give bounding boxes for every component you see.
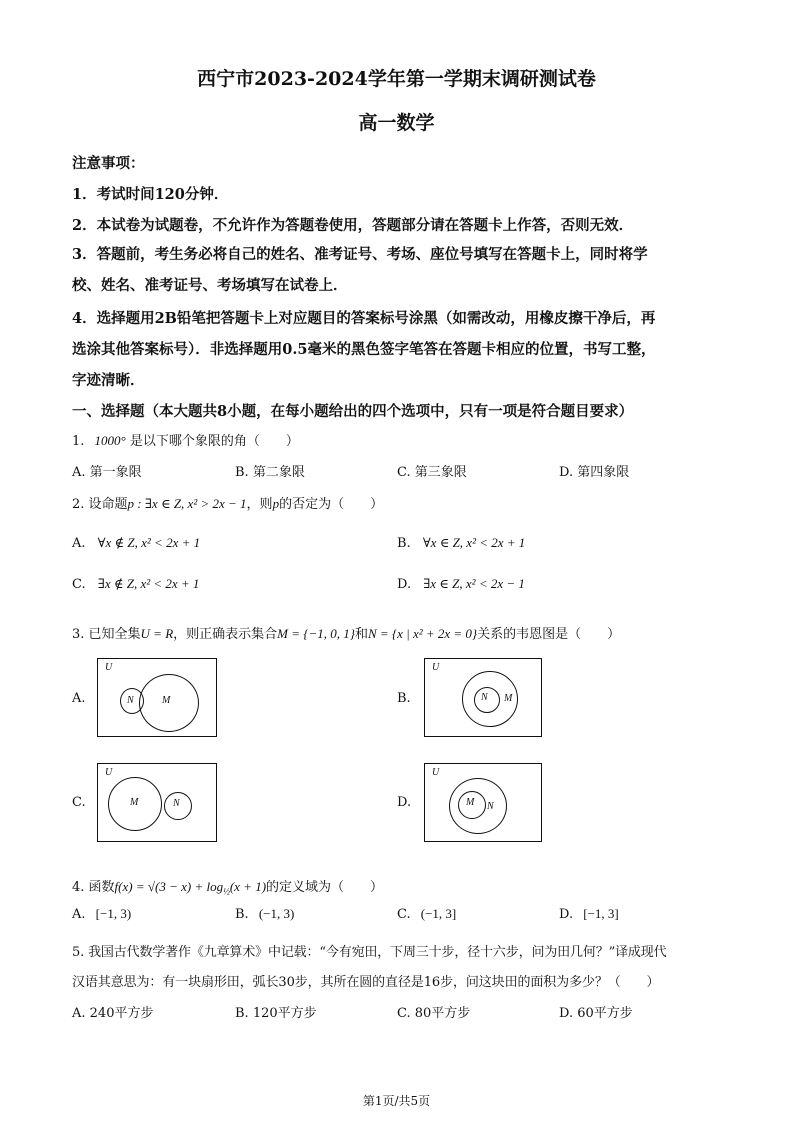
q4-text-2: 的定义域为（ ）	[266, 880, 384, 895]
q4-option-d-math: [−1, 3]	[583, 906, 619, 921]
venn-u-label: U	[105, 662, 113, 673]
q4-option-a-math: [−1, 3)	[95, 906, 132, 921]
q2-text-1: 2. 设命题	[72, 497, 128, 512]
q1-expression: 1000°	[94, 433, 126, 448]
venn-m-label: M	[466, 797, 475, 808]
exam-subtitle: 高一数学	[358, 112, 435, 134]
q4-function: f(x) = √(3 − x) + log	[114, 879, 224, 894]
venn-m-label: M	[130, 797, 139, 808]
q3-text-4: 关系的韦恩图是（ ）	[477, 627, 621, 642]
note-4-line-3: 字迹清晰．	[72, 372, 145, 389]
q5-option-c[interactable]: C. 80平方步	[397, 1006, 471, 1021]
q4-option-d[interactable]	[559, 906, 619, 922]
q4-text-1: 4. 函数	[72, 880, 115, 895]
q1-text: 是以下哪个象限的角（ ）	[129, 434, 299, 449]
q3-universal-set: U = R	[140, 626, 174, 641]
q1-option-c[interactable]: C. 第三象限	[397, 465, 467, 480]
q5-option-a[interactable]: A. 240平方步	[72, 1006, 154, 1021]
q3-option-a-label[interactable]: A.	[72, 691, 86, 706]
question-3	[72, 623, 620, 642]
q3-option-c-label[interactable]: C.	[72, 795, 86, 810]
q4-option-c-math: (−1, 3]	[420, 906, 457, 921]
q2-p: p	[272, 496, 280, 511]
q4-option-b-math: (−1, 3)	[258, 906, 295, 921]
notes-heading: 注意事项：	[72, 155, 145, 172]
note-4-line-2: 选涂其他答案标号）．非选择题用0.5毫米的黑色签字笔答在答题卡相应的位置，书写工整，	[72, 341, 656, 358]
venn-n-label: N	[487, 801, 494, 812]
question-1	[72, 430, 299, 449]
q3-option-d-venn[interactable]	[424, 763, 542, 842]
note-1: 1．考试时间120分钟．	[72, 186, 229, 203]
q5-option-b[interactable]: B. 120平方步	[235, 1006, 317, 1021]
q4-log-argument: (x + 1)	[229, 879, 267, 894]
q3-option-b-label[interactable]: B.	[397, 691, 411, 706]
q3-option-d-label[interactable]: D.	[397, 795, 412, 810]
q4-option-a-label: A.	[72, 907, 86, 922]
q3-option-a-venn[interactable]	[97, 658, 217, 737]
q5-line-1: 5. 我国古代数学著作《九章算术》中记载：“今有宛田，下周三十步，径十六步，问为田几何？”译成现代	[72, 945, 667, 960]
q2-option-c-math: ∃x ∉ Z, x² < 2x + 1	[97, 576, 200, 591]
q4-option-d-label: D.	[559, 907, 574, 922]
venn-n-label: N	[173, 798, 180, 809]
note-2: 2．本试卷为试题卷，不允许作为答题卷使用，答题部分请在答题卡上作答，否则无效．	[72, 217, 634, 234]
q4-option-b-label: B.	[235, 907, 249, 922]
q1-option-b[interactable]: B. 第二象限	[235, 465, 305, 480]
q3-set-m: M = {−1, 0, 1}	[277, 626, 355, 641]
q2-option-c-label: C.	[72, 577, 86, 592]
q3-text-1: 3. 已知全集	[72, 627, 141, 642]
venn-m-label: M	[162, 695, 171, 706]
q3-option-c-venn[interactable]	[97, 763, 217, 842]
q2-option-b-label: B.	[397, 536, 411, 551]
q2-option-b[interactable]	[397, 535, 525, 551]
q3-set-n: N = {x | x² + 2x = 0}	[367, 626, 478, 641]
q2-option-d-label: D.	[397, 577, 412, 592]
q4-option-b[interactable]	[235, 906, 294, 922]
q1-option-a[interactable]: A. 第一象限	[72, 465, 142, 480]
note-3-line-1: 3．答题前，考生务必将自己的姓名、准考证号、考场、座位号填写在答题卡上，同时将学	[72, 246, 648, 263]
note-3-line-2: 校、姓名、准考证号、考场填写在试卷上．	[72, 277, 348, 294]
q2-proposition: p : ∃x ∈ Z, x² > 2x − 1	[127, 496, 247, 511]
venn-u-label: U	[432, 662, 440, 673]
q3-option-b-venn[interactable]	[424, 658, 542, 737]
venn-u-label: U	[105, 767, 113, 778]
note-4-line-1: 4．选择题用2B铅笔把答题卡上对应题目的答案标号涂黑（如需改动，用橡皮擦干净后，再	[72, 310, 656, 327]
page-footer: 第1页/共5页	[362, 1094, 431, 1108]
venn-u-label: U	[432, 767, 440, 778]
venn-m-label: M	[504, 693, 513, 704]
q2-option-d[interactable]	[397, 576, 525, 592]
venn-n-label: N	[127, 695, 134, 706]
q2-option-a-math: ∀x ∉ Z, x² < 2x + 1	[97, 535, 201, 550]
question-4	[72, 876, 383, 897]
q5-option-d[interactable]: D. 60平方步	[559, 1006, 633, 1021]
q2-option-c[interactable]	[72, 576, 199, 592]
q5-line-2: 汉语其意思为：有一块扇形田，弧长30步，其所在圆的直径是16步，问这块田的面积为多少？（ ）	[72, 975, 660, 990]
q2-option-a[interactable]	[72, 535, 200, 551]
q4-option-c-label: C.	[397, 907, 411, 922]
q1-number: 1.	[72, 434, 85, 449]
q4-option-a[interactable]	[72, 906, 131, 922]
exam-title: 西宁市2023-2024学年第一学期末调研测试卷	[197, 68, 596, 90]
q3-text-2: ，则正确表示集合	[173, 627, 278, 642]
q2-option-a-label: A.	[72, 536, 86, 551]
q1-option-d[interactable]: D. 第四象限	[559, 465, 630, 480]
q2-option-b-math: ∀x ∈ Z, x² < 2x + 1	[422, 535, 526, 550]
q4-log-base: ½	[223, 886, 230, 897]
question-2	[72, 493, 383, 512]
q2-option-d-math: ∃x ∈ Z, x² < 2x − 1	[423, 576, 525, 591]
q2-text-3: 的否定为（ ）	[279, 497, 384, 512]
q4-option-c[interactable]	[397, 906, 456, 922]
venn-n-label: N	[481, 692, 488, 703]
q2-text-2: ，则	[246, 497, 273, 512]
q3-text-3: 和	[354, 627, 368, 642]
section-heading: 一、选择题（本大题共8小题，在每小题给出的四个选项中，只有一项是符合题目要求）	[72, 403, 634, 420]
